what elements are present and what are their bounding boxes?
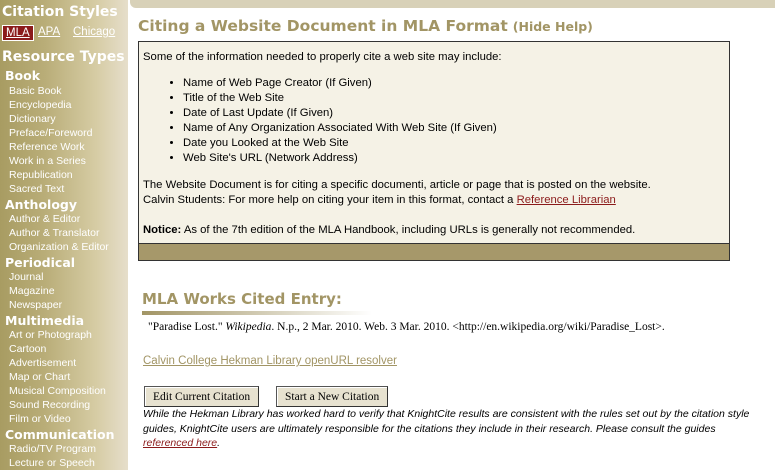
help-box [138,41,730,261]
sidebar-item-advertisement[interactable]: Advertisement [9,357,77,369]
citation-rest: . N.p., 2 Mar. 2010. Web. 3 Mar. 2010. <http://en.wikipedia.org/wiki/Paradise_Lost>. [271,321,665,333]
list-item: • Name of Any Organization Associated With Web Site (If Given) [183,121,497,136]
style-link-apa[interactable]: APA [38,26,61,38]
edit-citation-button[interactable]: Edit Current Citation [144,386,259,407]
top-border [130,0,775,8]
sidebar-item-dictionary[interactable]: Dictionary [9,113,56,125]
help-list [169,76,497,166]
help-intro: Some of the information needed to properly cite a web site may include: [143,51,502,63]
hide-help-link[interactable]: (Hide Help) [512,19,593,34]
sidebar-item-author-editor[interactable]: Author & Editor [9,213,81,225]
sidebar-item-organization-editor[interactable]: Organization & Editor [9,241,109,253]
sidebar-item-sacred-text[interactable]: Sacred Text [9,183,65,195]
list-item: • Title of the Web Site [183,91,497,106]
group-heading-multimedia: Multimedia [5,313,85,328]
list-item: • Date you Looked at the Web Site [183,136,497,151]
sidebar-item-encyclopedia[interactable]: Encyclopedia [9,99,72,111]
resource-types-heading: Resource Types [2,49,125,65]
list-item: • Name of Web Page Creator (If Given) [183,76,497,91]
disclaimer [143,407,763,451]
help-students [143,194,616,206]
citation-title: "Paradise Lost." [148,321,223,333]
sidebar-item-musical-composition[interactable]: Musical Composition [9,385,106,397]
sidebar-item-sound-recording[interactable]: Sound Recording [9,399,91,411]
page-title [138,17,593,35]
sidebar [0,0,128,470]
sidebar-item-lecture-or-speech[interactable]: Lecture or Speech [9,457,95,469]
sidebar-item-newspaper[interactable]: Newspaper [9,299,63,311]
disclaimer-text: While the Hekman Library has worked hard to verify that KnightCite results are consistent with the rules set out by the citation style guides, KnightCite users are ultimately responsible for the citations they include in their research. Please consult the guides [143,408,750,435]
reference-librarian-link[interactable]: Reference Librarian [516,194,616,206]
sidebar-item-author-translator[interactable]: Author & Translator [9,227,100,239]
page-title-text: Citing a Website Document in MLA Format [138,17,508,35]
sidebar-item-map-or-chart[interactable]: Map or Chart [9,371,71,383]
style-link-mla[interactable]: MLA [2,25,34,41]
help-box-footer [139,243,729,260]
list-item: • Web Site's URL (Network Address) [183,151,497,166]
style-link-chicago[interactable]: Chicago [73,26,116,38]
help-students-text: Calvin Students: For more help on citing your item in this format, contact a [143,194,514,206]
sidebar-item-radio-tv-program[interactable]: Radio/TV Program [9,443,96,455]
works-cited-heading: MLA Works Cited Entry: [142,290,342,308]
new-citation-button[interactable]: Start a New Citation [276,386,388,407]
sidebar-item-republication[interactable]: Republication [9,169,73,181]
sidebar-item-art-or-photograph[interactable]: Art or Photograph [9,329,92,341]
disclaimer-end: . [217,437,221,449]
notice-label: Notice: [143,224,182,236]
referenced-here-link[interactable]: referenced here [143,437,218,449]
citation-styles-heading: Citation Styles [2,4,118,20]
sidebar-item-basic-book[interactable]: Basic Book [9,85,62,97]
help-description: The Website Document is for citing a specific documenti, article or page that is posted on the website. [143,179,651,191]
heading-underline [142,311,372,315]
sidebar-item-reference-work[interactable]: Reference Work [9,141,85,153]
citation-entry [148,321,665,333]
sidebar-item-preface-foreword[interactable]: Preface/Foreword [9,127,93,139]
group-heading-periodical: Periodical [5,255,76,270]
main-content [130,0,775,470]
sidebar-item-work-in-a-series[interactable]: Work in a Series [9,155,86,167]
citation-source: Wikipedia [225,321,272,333]
sidebar-item-film-or-video[interactable]: Film or Video [9,413,71,425]
list-item: • Date of Last Update (If Given) [183,106,497,121]
notice-text: As of the 7th edition of the MLA Handbook, including URLs is generally not recommended. [183,224,636,236]
group-heading-anthology: Anthology [5,197,78,212]
help-notice [143,224,635,236]
sidebar-item-journal[interactable]: Journal [9,271,44,283]
sidebar-item-cartoon[interactable]: Cartoon [9,343,47,355]
sidebar-item-magazine[interactable]: Magazine [9,285,55,297]
group-heading-communication: Communication [5,427,115,442]
group-heading-book: Book [5,68,41,83]
openurl-resolver-link[interactable]: Calvin College Hekman Library openURL resolver [143,355,397,367]
